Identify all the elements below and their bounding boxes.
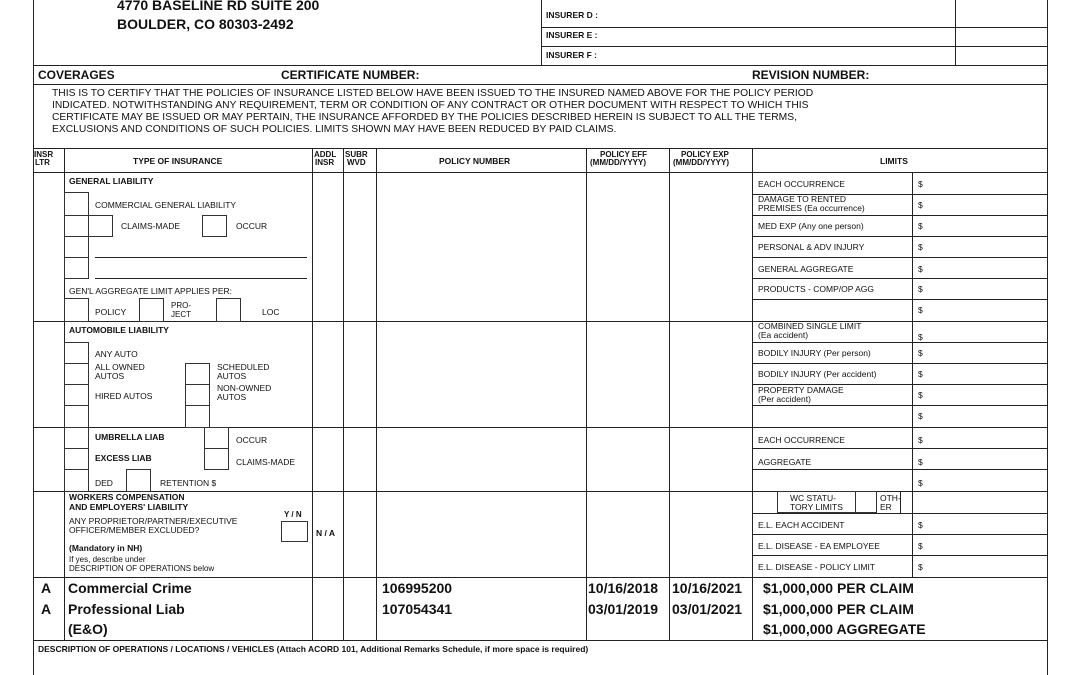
dollar: $ (918, 221, 923, 231)
form-left-border (33, 0, 34, 675)
certify-text-line2: INDICATED. NOTWITHSTANDING ANY REQUIREMENT, TERM OR CONDITION OF ANY CONTRACT OR OTHER DOCUMENT WITH RESPECT TO WHICH THIS (52, 100, 809, 111)
proprietor-excluded-box[interactable] (281, 521, 308, 542)
policy-2-ltr: A (41, 601, 52, 617)
producer-address-line2: BOULDER, CO 80303-2492 (117, 16, 294, 32)
auto-row4b-checkbox[interactable] (185, 405, 210, 428)
limit-bodily-injury-person: BODILY INJURY (Per person) (758, 348, 871, 358)
header-policy-number: POLICY NUMBER (439, 156, 511, 166)
dollar: $ (918, 284, 923, 294)
any-auto-label: ANY AUTO (95, 349, 138, 359)
dollar: $ (918, 200, 923, 210)
hired-autos-checkbox[interactable] (64, 384, 89, 406)
certificate-number-label: CERTIFICATE NUMBER: (281, 68, 420, 82)
insurer-e-label: INSURER E : (546, 30, 598, 40)
non-owned-checkbox[interactable] (185, 384, 210, 406)
insurer-d-label: INSURER D : (546, 10, 598, 20)
limit-combined-single: COMBINED SINGLE LIMIT (Ea accident) (758, 321, 862, 340)
gl-row4-checkbox[interactable] (64, 257, 89, 279)
limit-products-comp-op: PRODUCTS - COMP/OP AGG (758, 284, 875, 294)
scheduled-label: SCHEDULED AUTOS (217, 362, 270, 381)
policy-1-eff: 10/16/2018 (588, 580, 659, 596)
wc-other-label: OTH- ER (880, 493, 901, 512)
claims-made-checkbox[interactable] (88, 215, 113, 237)
header-addl: ADDL (314, 150, 337, 159)
header-ltr: LTR (35, 158, 50, 167)
revision-number-label: REVISION NUMBER: (752, 68, 870, 82)
scheduled-checkbox[interactable] (185, 363, 210, 385)
header-subr: SUBR (345, 150, 368, 159)
dollar: $ (918, 242, 923, 252)
automobile-title: AUTOMOBILE LIABILITY (69, 325, 169, 335)
dollar: $ (918, 390, 923, 400)
limit-el-disease-employee: E.L. DISEASE - EA EMPLOYEE (758, 541, 880, 551)
policy-1-exp: 10/16/2021 (672, 580, 743, 596)
ded-label: DED (95, 478, 113, 488)
loc-label: LOC (262, 307, 280, 317)
policy-1-limit: $1,000,000 PER CLAIM (763, 580, 914, 596)
header-limits: LIMITS (880, 156, 908, 166)
certify-text-line1: THIS IS TO CERTIFY THAT THE POLICIES OF INSURANCE LISTED BELOW HAVE BEEN ISSUED TO THE INSURED NAMED ABOVE FOR THE POLICY PERIOD (52, 88, 814, 99)
limit-umbrella-each-occurrence: EACH OCCURRENCE (758, 435, 845, 445)
insurer-box-left (541, 0, 542, 65)
policy-2-eff: 03/01/2019 (588, 601, 659, 617)
limit-el-disease-policy: E.L. DISEASE - POLICY LIMIT (758, 562, 875, 572)
header-type-of-insurance: TYPE OF INSURANCE (133, 156, 223, 166)
yn-label: Y / N (284, 510, 302, 519)
dollar: $ (918, 348, 923, 358)
aggregate-applies-label: GEN'L AGGREGATE LIMIT APPLIES PER: (69, 286, 233, 296)
excess-checkbox[interactable] (64, 448, 89, 470)
header-policy-eff-format: (MM/DD/YYYY) (590, 158, 646, 167)
policy-2-type-eo: (E&O) (68, 621, 108, 637)
certify-text-line4: EXCLUSIONS AND CONDITIONS OF SUCH POLICIES. LIMITS SHOWN MAY HAVE BEEN REDUCED BY PAID CLAIMS. (52, 124, 617, 135)
general-liability-title: GENERAL LIABILITY (69, 176, 154, 186)
umbrella-checkbox[interactable] (64, 427, 89, 449)
umbrella-occur-label: OCCUR (236, 435, 268, 445)
retention-label: RETENTION $ (160, 478, 217, 488)
policy-2-type: Professional Liab (68, 601, 185, 617)
header-subr-wvd: WVD (347, 158, 366, 167)
loc-checkbox[interactable] (216, 298, 241, 322)
header-addl-insr: INSR (315, 158, 335, 167)
dollar: $ (918, 562, 923, 572)
policy-label: POLICY (95, 307, 127, 317)
project-label-2: JECT (171, 310, 191, 319)
description-of-operations-label: DESCRIPTION OF OPERATIONS / LOCATIONS / VEHICLES (Attach ACORD 101, Additional Remarks Schedule, if more space is required) (38, 644, 589, 654)
commercial-gl-label: COMMERCIAL GENERAL LIABILITY (95, 200, 237, 210)
policy-2-limit: $1,000,000 PER CLAIM (763, 601, 914, 617)
na-label: N / A (316, 528, 336, 538)
coverages-top-line (33, 65, 1047, 66)
certify-text-line3: CERTIFICATE MAY BE ISSUED OR MAY PERTAIN, THE INSURANCE AFFORDED BY THE POLICIES DESCRIBED HEREIN IS SUBJECT TO ALL THE TERMS, (52, 112, 797, 123)
limit-umbrella-aggregate: AGGREGATE (758, 457, 812, 467)
header-policy-exp-format: (MM/DD/YYYY) (673, 158, 729, 167)
policy-2-exp: 03/01/2021 (672, 601, 743, 617)
limit-general-aggregate: GENERAL AGGREGATE (758, 264, 854, 274)
hired-autos-label: HIRED AUTOS (95, 391, 153, 401)
umbrella-liab-label: UMBRELLA LIAB (95, 432, 165, 442)
any-auto-checkbox[interactable] (64, 342, 89, 364)
limit-property-damage: PROPERTY DAMAGE (Per accident) (758, 385, 844, 404)
non-owned-label: NON-OWNED AUTOS (217, 383, 272, 402)
dollar: $ (918, 369, 923, 379)
wc-statutory-label: WC STATU- TORY LIMITS (790, 493, 843, 512)
coverages-title: COVERAGES (38, 68, 115, 82)
policy-1-number: 106995200 (382, 580, 453, 596)
gl-row3-checkbox[interactable] (64, 236, 89, 258)
occur-checkbox[interactable] (202, 215, 227, 237)
umbrella-occur-checkbox[interactable] (204, 427, 229, 449)
dollar: $ (918, 305, 923, 315)
header-policy-eff: POLICY EFF (600, 150, 647, 159)
mandatory-nh-label: (Mandatory in NH) (69, 543, 143, 553)
policy-2-limit-aggregate: $1,000,000 AGGREGATE (763, 621, 926, 637)
dollar: $ (918, 179, 923, 189)
commercial-gl-checkbox[interactable] (64, 192, 89, 216)
ded-checkbox[interactable] (64, 469, 89, 492)
limit-personal-adv-injury: PERSONAL & ADV INJURY (758, 242, 865, 252)
workers-comp-title: WORKERS COMPENSATION AND EMPLOYERS' LIABILITY (69, 492, 189, 512)
limit-med-exp: MED EXP (Any one person) (758, 221, 864, 231)
all-owned-checkbox[interactable] (64, 363, 89, 385)
limit-damage-rented: DAMAGE TO RENTED PREMISES (Ea occurrence) (758, 194, 865, 213)
insurer-box-divider (955, 0, 956, 65)
dollar: $ (918, 435, 923, 445)
dollar: $ (918, 478, 923, 488)
umbrella-claims-made-label: CLAIMS-MADE (236, 457, 296, 467)
dollar: $ (918, 457, 923, 467)
excess-liab-label: EXCESS LIAB (95, 453, 152, 463)
describe-label: If yes, describe under DESCRIPTION OF OPERATIONS below (69, 555, 215, 573)
dollar: $ (918, 520, 923, 530)
wc-gap-box[interactable] (855, 491, 877, 513)
project-checkbox[interactable] (139, 298, 164, 322)
claims-made-label: CLAIMS-MADE (121, 221, 181, 231)
umbrella-claims-made-checkbox[interactable] (204, 448, 229, 470)
dollar: $ (918, 332, 923, 342)
policy-1-type: Commercial Crime (68, 580, 192, 596)
header-insr: INSR (34, 150, 54, 159)
all-owned-label: ALL OWNED AUTOS (95, 362, 145, 381)
auto-row4-checkbox[interactable] (64, 405, 89, 428)
project-label-1: PRO- (171, 301, 191, 310)
dollar: $ (918, 264, 923, 274)
limit-bodily-injury-accident: BODILY INJURY (Per accident) (758, 369, 877, 379)
header-policy-exp: POLICY EXP (681, 150, 729, 159)
dollar: $ (918, 541, 923, 551)
policy-checkbox[interactable] (64, 298, 89, 322)
policy-1-ltr: A (41, 580, 52, 596)
retention-checkbox[interactable] (126, 469, 151, 492)
occur-label: OCCUR (236, 221, 268, 231)
limit-el-each-accident: E.L. EACH ACCIDENT (758, 520, 845, 530)
limit-each-occurrence: EACH OCCURRENCE (758, 179, 845, 189)
dollar: $ (918, 411, 923, 421)
gl-row2-checkbox[interactable] (64, 215, 89, 237)
form-right-border (1047, 0, 1048, 675)
producer-address-line1: 4770 BASELINE RD SUITE 200 (117, 0, 320, 13)
insurer-f-label: INSURER F : (546, 50, 597, 60)
proprietor-label: ANY PROPRIETOR/PARTNER/EXECUTIVE OFFICER/MEMBER EXCLUDED? (69, 516, 238, 535)
policy-2-number: 107054341 (382, 601, 453, 617)
